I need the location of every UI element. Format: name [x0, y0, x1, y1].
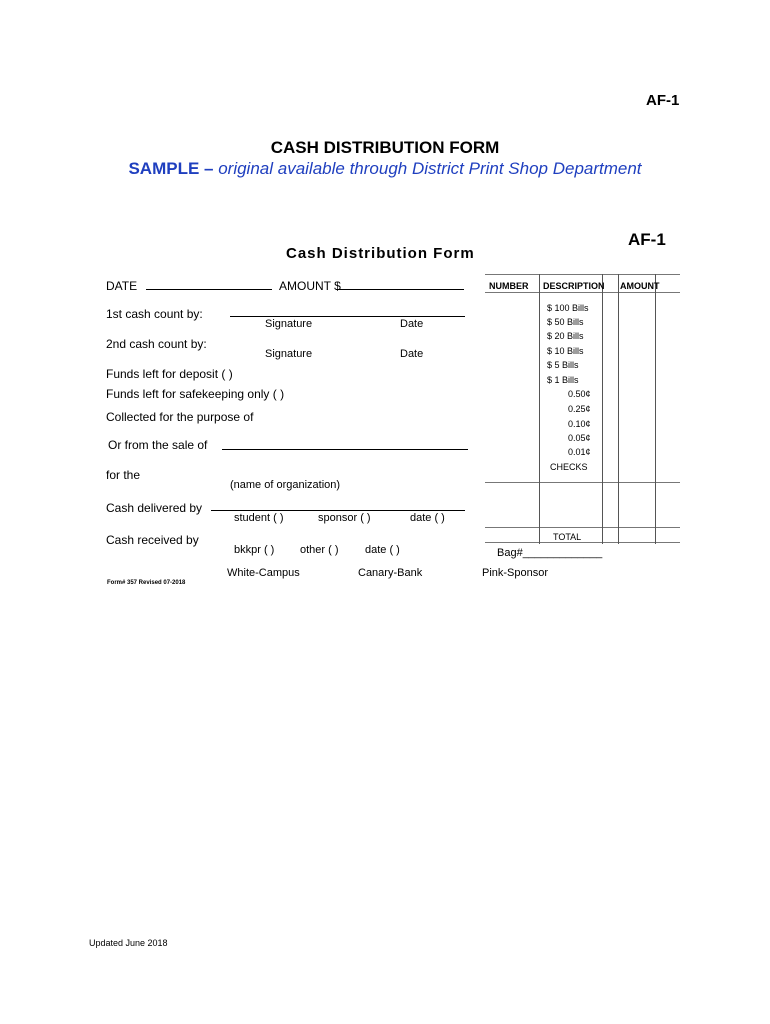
for-the-label: for the	[106, 468, 141, 482]
col-amount: AMOUNT	[620, 281, 660, 291]
copy-pink: Pink-Sponsor	[482, 567, 549, 579]
date-option-2: date ( )	[365, 544, 400, 556]
denomination-table	[485, 274, 680, 544]
row-050: 0.50¢	[568, 389, 591, 399]
from-sale-line	[222, 449, 468, 450]
first-count-line	[230, 316, 465, 317]
row-025: 0.25¢	[568, 404, 591, 414]
row-50: $ 50 Bills	[547, 317, 584, 327]
row-20: $ 20 Bills	[547, 331, 584, 341]
signature-label-2: Signature	[265, 348, 313, 360]
col-number: NUMBER	[489, 281, 529, 291]
bkkpr-option: bkkpr ( )	[234, 544, 275, 556]
other-option: other ( )	[300, 544, 339, 556]
signature-label-1: Signature	[265, 318, 313, 330]
row-1: $ 1 Bills	[547, 375, 579, 385]
page-title: CASH DISTRIBUTION FORM	[270, 138, 500, 157]
form-number: Form# 357 Revised 07-2018	[107, 580, 186, 586]
date-label-1: Date	[400, 318, 424, 330]
form-title: Cash Distribution Form	[286, 245, 475, 262]
form-code: AF-1	[628, 230, 666, 249]
delivered-by-line	[211, 510, 465, 511]
collected-label: Collected for the purpose of	[106, 410, 254, 424]
delivered-by-label: Cash delivered by	[106, 501, 203, 515]
col-description: DESCRIPTION	[543, 281, 605, 291]
row-checks: CHECKS	[550, 462, 588, 472]
funds-safekeeping-label: Funds left for safekeeping only ( )	[106, 387, 285, 401]
row-10: $ 10 Bills	[547, 346, 584, 356]
row-5: $ 5 Bills	[547, 360, 579, 370]
bag-number: Bag#_____________	[497, 547, 603, 559]
subtitle-text: original available through District Print Shop Department	[213, 159, 642, 178]
funds-deposit-label: Funds left for deposit ( )	[106, 367, 233, 381]
row-100: $ 100 Bills	[547, 303, 589, 313]
updated-note: Updated June 2018	[89, 938, 168, 948]
date-label: DATE	[106, 279, 138, 293]
copy-canary: Canary-Bank	[358, 567, 423, 579]
date-line	[146, 289, 272, 290]
date-label-2: Date	[400, 348, 424, 360]
row-005: 0.05¢	[568, 433, 591, 443]
amount-label: AMOUNT $	[279, 279, 341, 293]
first-count-label: 1st cash count by:	[106, 307, 203, 321]
org-name-label: (name of organization)	[230, 479, 341, 491]
sponsor-option: sponsor ( )	[318, 512, 371, 524]
row-total: TOTAL	[553, 532, 582, 542]
row-010: 0.10¢	[568, 419, 591, 429]
row-001: 0.01¢	[568, 447, 591, 457]
second-count-label: 2nd cash count by:	[106, 337, 207, 351]
document-code: AF-1	[646, 92, 680, 109]
student-option: student ( )	[234, 512, 284, 524]
copy-white: White-Campus	[227, 567, 300, 579]
received-by-label: Cash received by	[106, 533, 199, 547]
from-sale-label: Or from the sale of	[108, 438, 208, 452]
amount-line	[336, 289, 464, 290]
sample-label: SAMPLE –	[128, 159, 214, 178]
date-option-1: date ( )	[410, 512, 445, 524]
